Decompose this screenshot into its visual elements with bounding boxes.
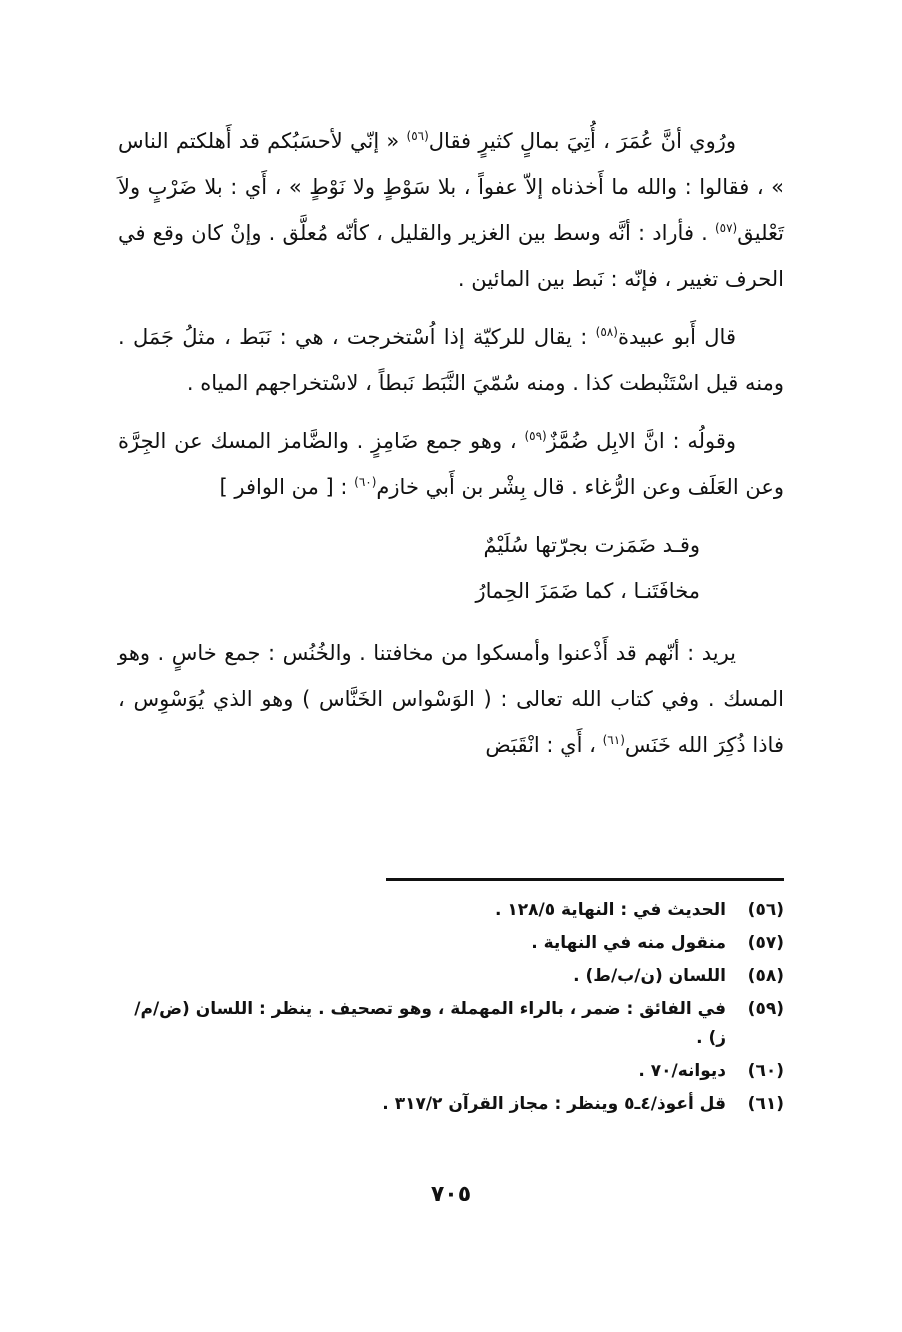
footnote-ref-56[interactable]: (٥٦) [406, 129, 429, 143]
footnote-number: (٦٠) [747, 1061, 784, 1081]
footnote-ref-61[interactable]: (٦١) [602, 733, 625, 747]
footnote-number: (٥٨) [747, 966, 784, 986]
p4-lead: يريد : أنّهم قد أَذْعنوا وأمسكوا من مخافتنا . والخُنُس : جمع خاسٍ . وهو المسك . وفي كتاب الله تعالى : ( الوَسْواس الخَنَّاس ) وهو الذي يُوَسْوِس ، فاذا ذُكِرَ الله خَنَس [118, 641, 784, 757]
paragraph-2 [118, 314, 784, 406]
p1-line-1: ورُوي أنَّ عُمَرَ ، أُتِيَ بمالٍ كثيرٍ فقال [428, 129, 736, 153]
footnote-59 [118, 995, 784, 1053]
poem-verse [118, 522, 784, 614]
footnote-text: منقول منه في النهاية . [531, 933, 726, 953]
footnote-58 [118, 962, 784, 991]
footnote-56 [118, 896, 784, 925]
p2-lead: قال أَبو عبيدة [617, 325, 736, 349]
footnote-text: الحديث في : النهاية ١٢٨/٥ . [494, 900, 726, 920]
poem-hemistich-2: مخافَتَنـا ، كما ضَمَزَ الحِمارُ [475, 579, 700, 603]
footnote-number: (٦١) [747, 1094, 784, 1114]
footnotes [118, 896, 784, 1123]
p3-lead: وقولُه : انَّ الابِل ضُمَّزٌ [546, 429, 736, 453]
p3-mid: ، وهو جمع ضَامِزٍ . والضَّامز المسك عن الجِرَّة وعن العَلَف وعن الرُّغاء . قال بِشْر بن أَبي خازم [118, 429, 784, 499]
p1-line-2: « إنّي لأحسَبُكم قد أَهلكتم الناس » ، فقالوا : والله ما أَخذناه إلاّ عفواً ، بلا سَوْطٍ ولا نَوْطٍ » ، أَي : بلا ضَرْبٍ ولاَ تَعْليق [118, 129, 784, 245]
main-text [118, 118, 784, 780]
page-number: ٧٠٥ [430, 1182, 472, 1207]
footnote-57 [118, 929, 784, 958]
footnote-text: في الفائق : ضمر ، بالراء المهملة ، وهو تصحيف . ينظر : اللسان (ض/م/ز) . [134, 999, 726, 1048]
footnote-text: اللسان (ن/ب/ط) . [573, 966, 726, 986]
poem-hemistich-1: وقـد ضَمَزت بجرّتها سُلَيْمٌ [483, 533, 700, 557]
footnote-ref-58[interactable]: (٥٨) [595, 325, 618, 339]
footnote-text: ديوانه/٧٠ . [638, 1061, 726, 1081]
paragraph-3 [118, 418, 784, 510]
footnote-ref-57[interactable]: (٥٧) [714, 221, 738, 235]
p2-rest: : يقال للركيّة إذا اُسْتخرجت ، هي : نَبَط ، مثلُ جَمَل . ومنه قيل اسْتَنْبطت كذا . ومنه سُمّيَ النَّبَط نَبطاً ، لاسْتخراجهم المياه . [118, 325, 784, 395]
footnote-ref-60[interactable]: (٦٠) [354, 475, 377, 489]
footnote-ref-59[interactable]: (٥٩) [524, 429, 547, 443]
footnote-number: (٥٦) [747, 900, 784, 920]
p3-tail: : [ من الوافر ] [219, 475, 348, 499]
footnote-61 [118, 1090, 784, 1119]
footnote-text: قل أعوذ/٤ـ٥ وينظر : مجاز القرآن ٣١٧/٢ . [382, 1094, 726, 1114]
footnote-number: (٥٩) [747, 999, 784, 1019]
paragraph-4 [118, 630, 784, 768]
footnote-60 [118, 1057, 784, 1086]
p1-line-3: . فأراد : أنَّه وسط بين الغزير والقليل ، كأنّه مُعلَّق . وإنْ كان وقع في الحرف تغيير ، فإنّه : نَبط بين المائين . [118, 221, 784, 291]
paragraph-1 [118, 118, 784, 302]
footnote-divider [386, 878, 784, 881]
p4-tail: ، أَي : انْقَبَض [485, 733, 596, 757]
footnote-number: (٥٧) [747, 933, 784, 953]
